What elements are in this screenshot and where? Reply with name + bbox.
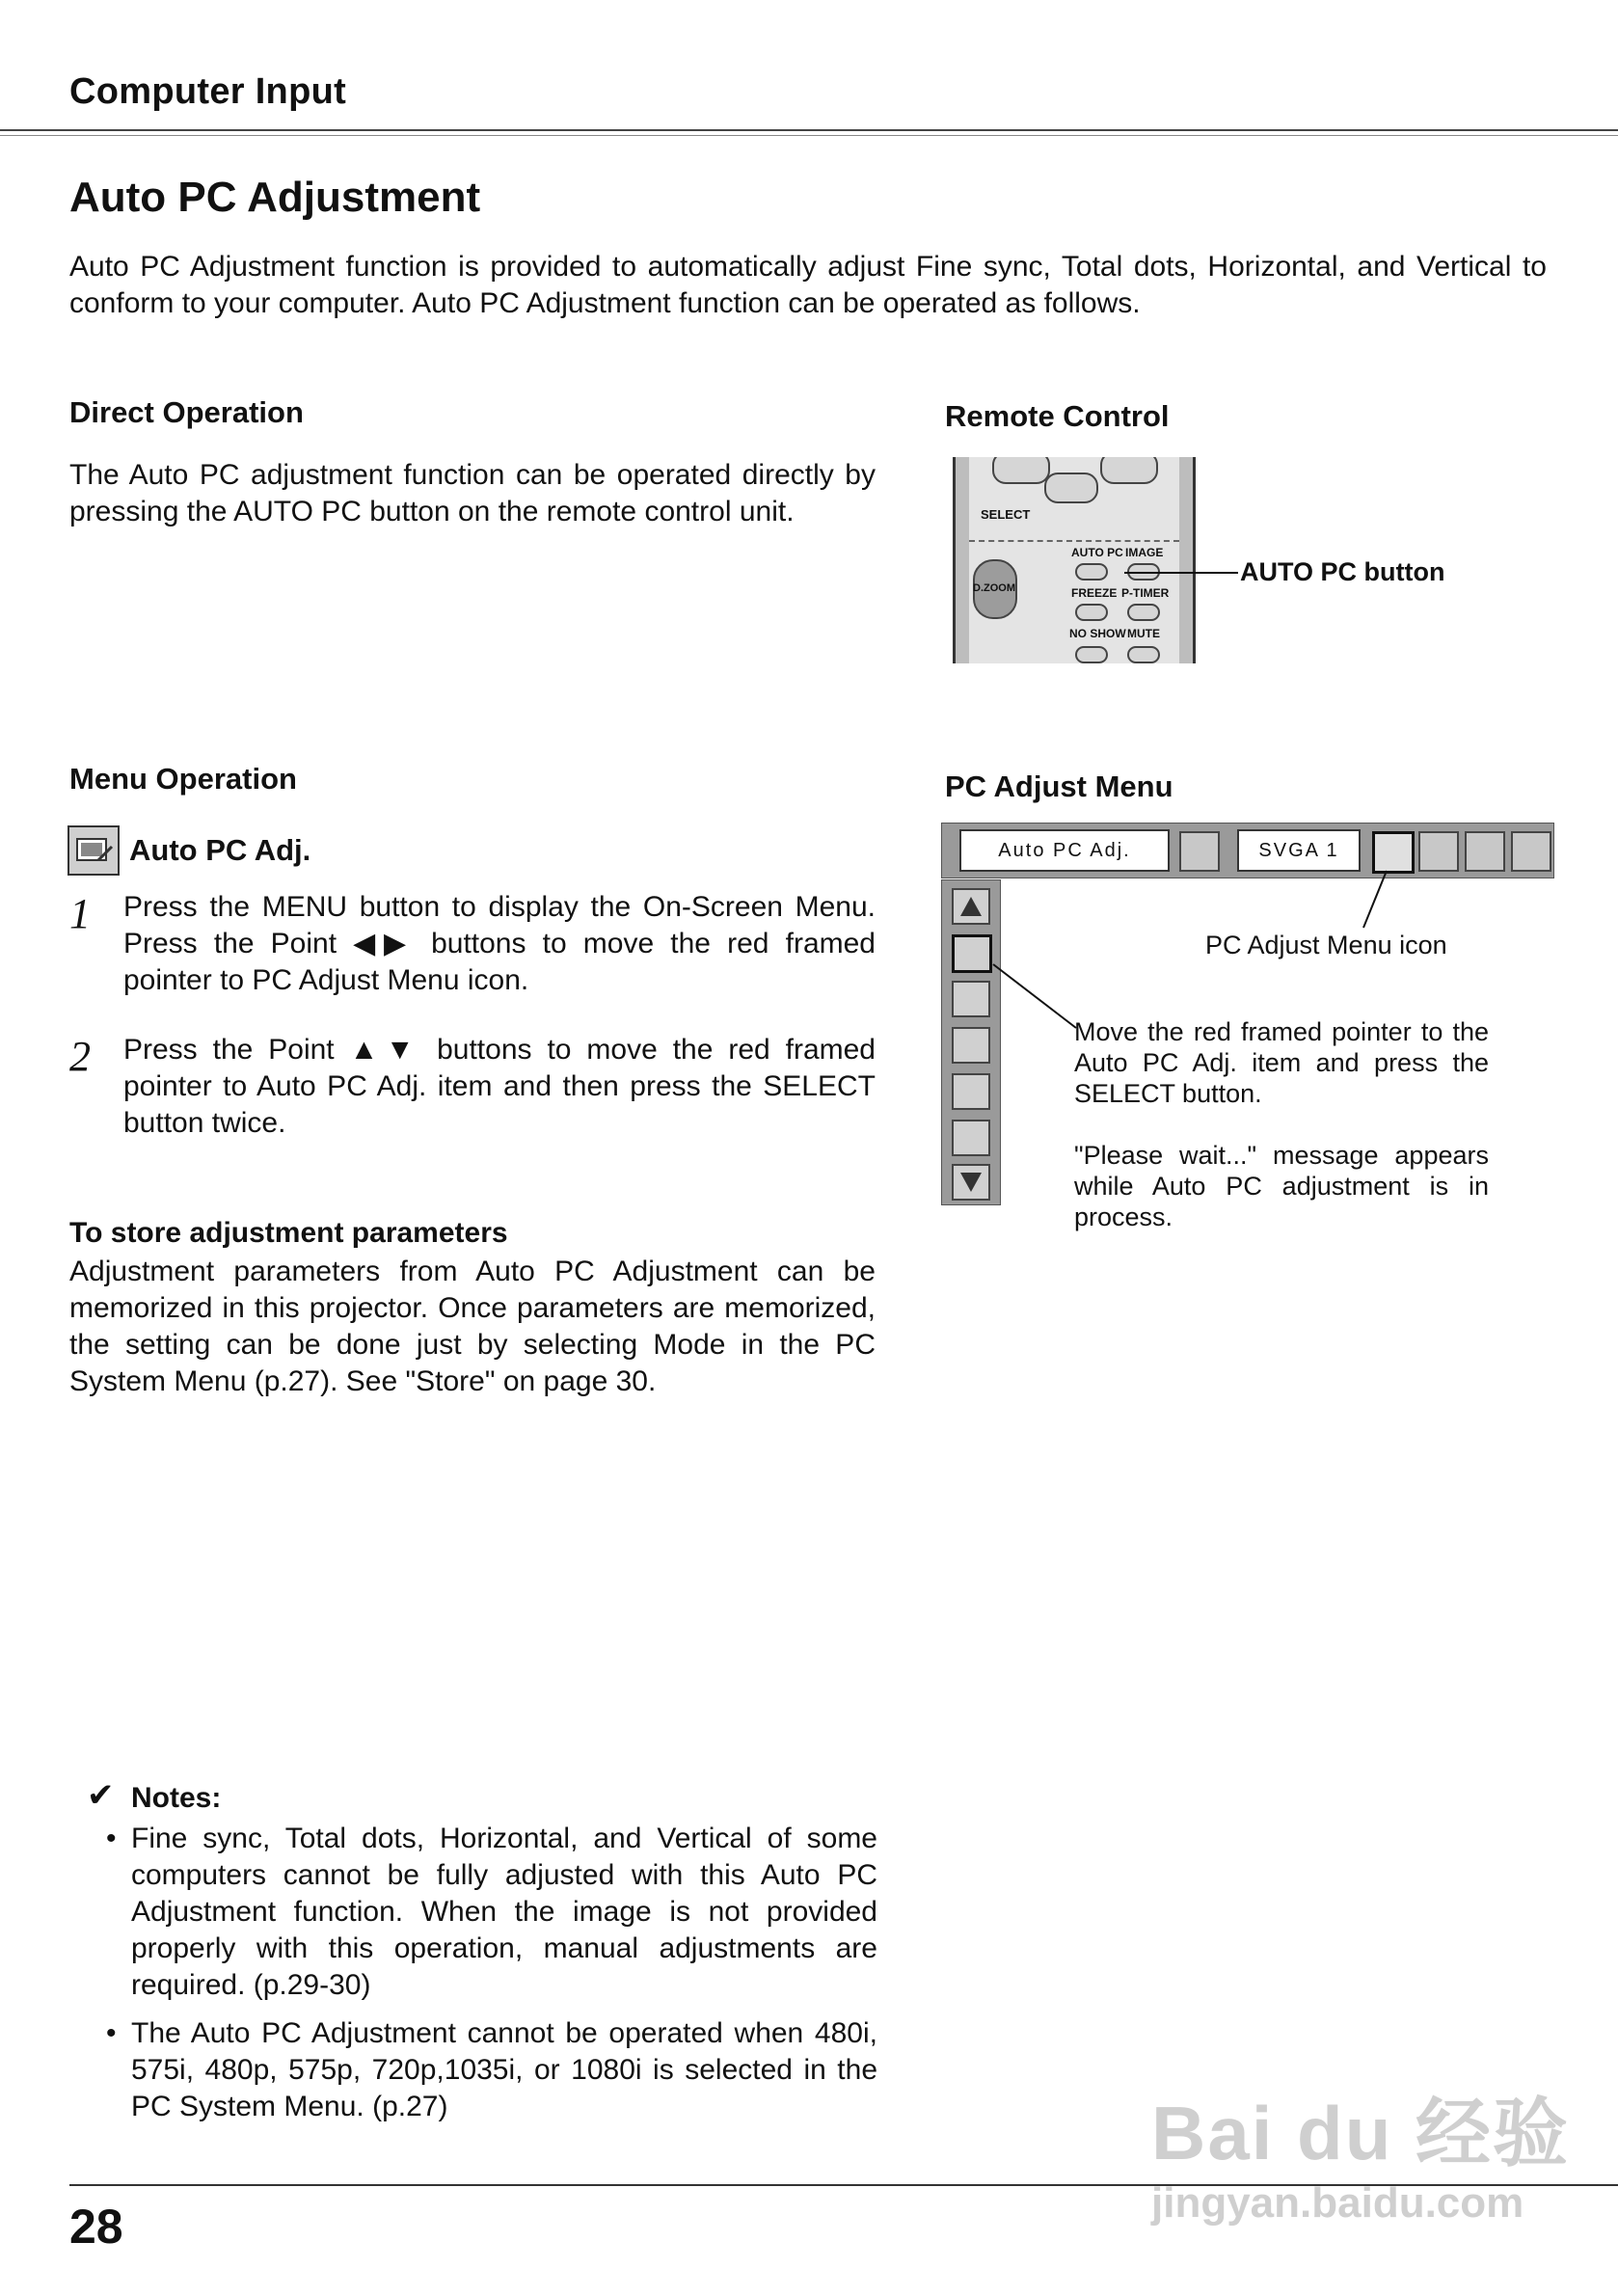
please-wait-note: "Please wait..." message appears while Auto PC adjustment is in process. xyxy=(1074,1141,1489,1231)
store-heading: To store adjustment parameters xyxy=(69,1217,508,1249)
select-label: SELECT xyxy=(981,507,1031,522)
remote-control-heading: Remote Control xyxy=(945,399,1170,433)
step-1-number: 1 xyxy=(69,890,91,937)
store-text: Adjustment parameters from Auto PC Adjustment can be memorized in this projector. Once parameters are memorized, the setting can be done just by selecting Mode in the PC System Menu (p.27). See "Store" on page 30. xyxy=(69,1256,876,1397)
move-pointer-instruction: Move the red framed pointer to the Auto PC Adj. item and press the SELECT button. xyxy=(1074,1017,1489,1108)
checkmark-icon: ✔ xyxy=(87,1777,115,1814)
dzoom-label: D.ZOOM xyxy=(973,582,1015,594)
menu-field-auto-pc-adj: Auto PC Adj. xyxy=(959,829,1170,872)
direct-operation-heading: Direct Operation xyxy=(69,395,304,429)
noshow-label: NO SHOW xyxy=(1069,627,1126,640)
bullet-icon: • xyxy=(106,2017,117,2049)
ptimer-label: P-TIMER xyxy=(1121,586,1170,600)
baidu-watermark-logo: Bai du 经验 xyxy=(1151,2091,1571,2175)
menu-field-svga: SVGA 1 xyxy=(1237,829,1361,872)
autopc-label: AUTO PC xyxy=(1071,546,1123,559)
image-label: IMAGE xyxy=(1125,546,1164,559)
direct-operation-text: The Auto PC adjustment function can be operated directly by pressing the AUTO PC button on the remote control unit. xyxy=(69,459,876,527)
mute-label: MUTE xyxy=(1127,627,1160,640)
page-number: 28 xyxy=(69,2200,123,2254)
menu-operation-heading: Menu Operation xyxy=(69,762,297,796)
freeze-label: FREEZE xyxy=(1071,586,1118,600)
auto-pc-adj-label: Auto PC Adj. xyxy=(129,833,311,867)
step-2-text: Press the Point ▲▼ buttons to move the red framed pointer to Auto PC Adj. item and then press the SELECT button twice. xyxy=(123,1034,876,1139)
step-2-number: 2 xyxy=(69,1033,91,1080)
step-1-text: Press the MENU button to display the On-Screen Menu. Press the Point ◀▶ buttons to move the red framed pointer to PC Adjust Menu icon. xyxy=(123,891,876,996)
bullet-icon: • xyxy=(106,1823,117,1854)
note-item-2: The Auto PC Adjustment cannot be operated when 480i, 575i, 480p, 575p, 720p,1035i, or 1080i is selected in the PC System Menu. (p.27) xyxy=(131,2017,877,2122)
section-header: Computer Input xyxy=(69,71,347,112)
page-title: Auto PC Adjustment xyxy=(69,174,481,221)
pc-adjust-menu-heading: PC Adjust Menu xyxy=(945,770,1173,803)
intro-paragraph: Auto PC Adjustment function is provided to automatically adjust Fine sync, Total dots, Horizontal, and Vertical to conform to your computer. Auto PC Adjustment function can be operated as follows. xyxy=(69,251,1547,319)
notes-heading: Notes: xyxy=(131,1782,222,1814)
autopc-callout-label: AUTO PC button xyxy=(1240,557,1445,586)
baidu-watermark-url: jingyan.baidu.com xyxy=(1151,2179,1524,2227)
note-item-1: Fine sync, Total dots, Horizontal, and Vertical of some computers cannot be fully adjusted with this Auto PC Adjustment function. When the image is not provided properly with this operation, manual adjustments are required. (p.29-30) xyxy=(131,1823,877,2001)
pc-adjust-icon-callout: PC Adjust Menu icon xyxy=(1205,931,1447,959)
